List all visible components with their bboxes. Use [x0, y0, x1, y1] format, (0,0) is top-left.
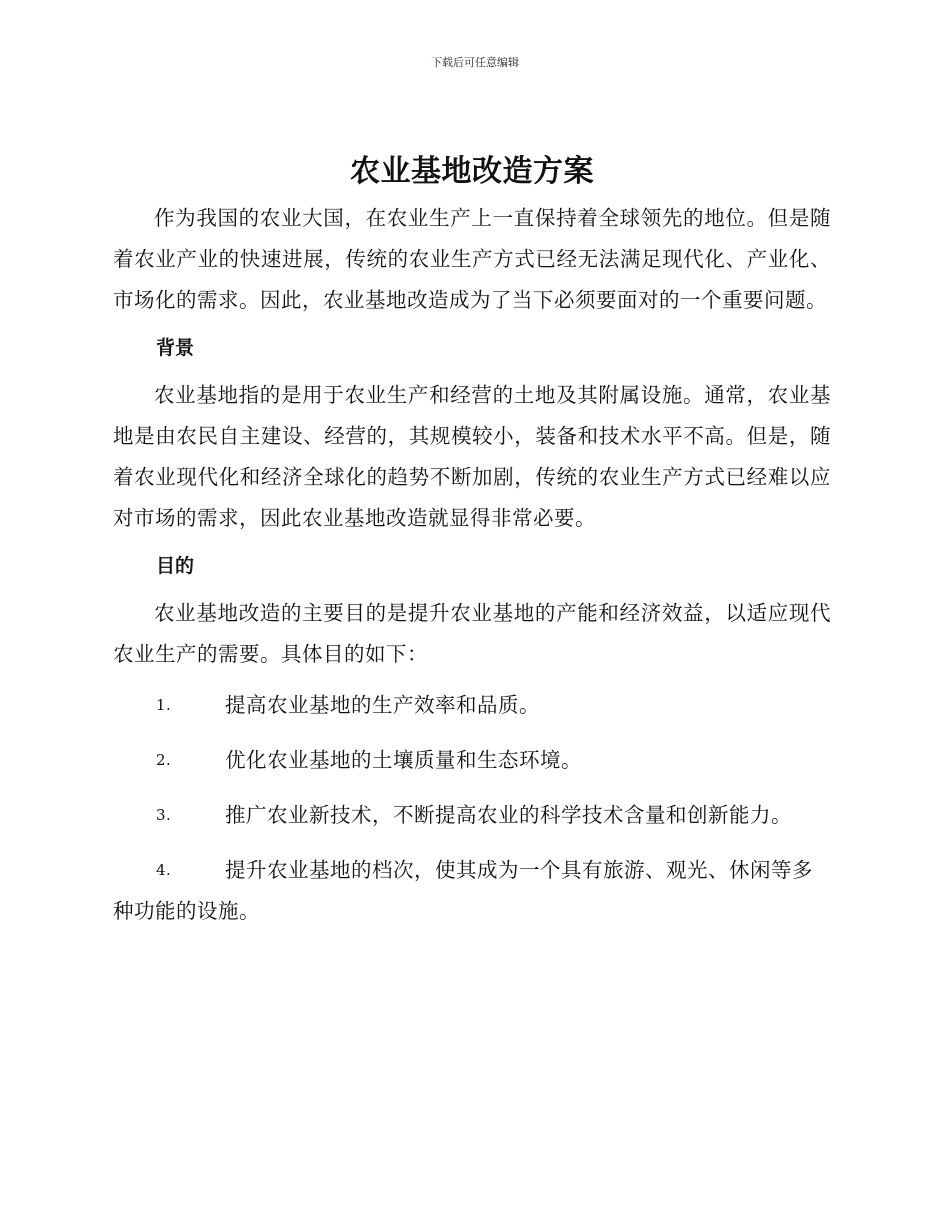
document-title: 农业基地改造方案: [350, 154, 594, 189]
list-item-text: 提高农业基地的生产效率和品质。: [225, 693, 540, 717]
list-item-text: 提升农业基地的档次，使其成为一个具有旅游、观光、休闲等多种功能的设施。: [113, 858, 813, 923]
list-item: [113, 685, 831, 726]
list-item-number: 4.: [156, 861, 172, 879]
list-item-text: 优化农业基地的土壤质量和生态环境。: [225, 748, 582, 772]
header-note: 下载后可任意编辑: [431, 56, 519, 69]
list-item: [113, 740, 831, 781]
section-heading-background: 背景: [156, 337, 195, 359]
list-item-text: 推广农业新技术，不断提高农业的科学技术含量和创新能力。: [225, 803, 792, 827]
list-item-number: 1.: [156, 696, 172, 714]
purpose-paragraph: 农业基地改造的主要目的是提升农业基地的产能和经济效益，以适应现代农业生产的需要。具体目的如下：: [113, 601, 831, 666]
background-paragraph: 农业基地指的是用于农业生产和经营的土地及其附属设施。通常，农业基地是由农民自主建设、经营的，其规模较小，装备和技术水平不高。但是，随着农业现代化和经济全球化的趋势不断加剧，传统的农业生产方式已经难以应对市场的需求，因此农业基地改造就显得非常必要。: [113, 383, 831, 530]
purpose-list: [113, 685, 831, 932]
list-item: [113, 795, 831, 836]
list-item-number: 3.: [156, 806, 172, 824]
list-item-number: 2.: [156, 751, 172, 769]
intro-paragraph: 作为我国的农业大国，在农业生产上一直保持着全球领先的地位。但是随着农业产业的快速进展，传统的农业生产方式已经无法满足现代化、产业化、市场化的需求。因此，农业基地改造成为了当下必须要面对的一个重要问题。: [113, 206, 831, 312]
section-heading-purpose: 目的: [156, 555, 195, 577]
list-item: [113, 850, 831, 932]
document-body: [113, 150, 831, 946]
